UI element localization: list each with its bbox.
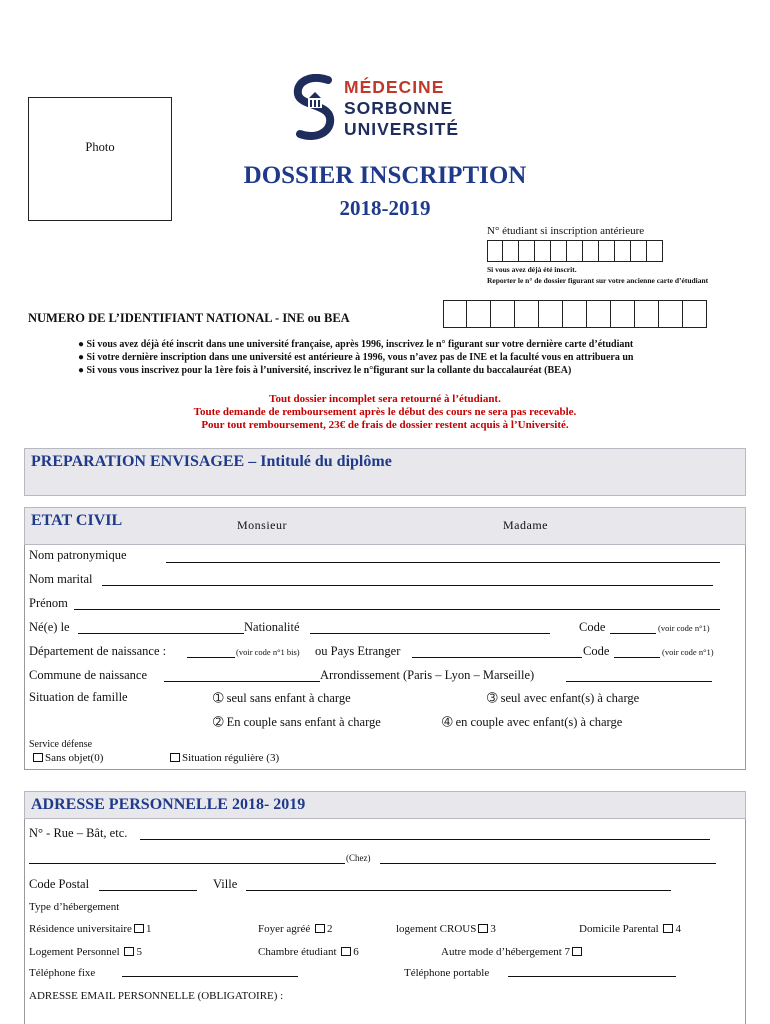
pays-etranger-field[interactable]: [412, 657, 582, 658]
departement-field[interactable]: [187, 657, 235, 658]
ine-bullet: ● Si vous vous inscrivez pour la 1ère fois à l’université, inscrivez le n°figurant sur la collante du baccalauréat (BEA): [78, 365, 572, 376]
photo-label: Photo: [85, 140, 115, 154]
situation-option-1[interactable]: ➀ seul sans enfant à charge: [213, 691, 351, 705]
rue-label: N° - Rue – Bât, etc.: [29, 826, 128, 840]
foyer-agree-checkbox[interactable]: [315, 924, 325, 933]
nationalite-code-field[interactable]: [610, 633, 656, 634]
logement-personnel-checkbox[interactable]: [124, 947, 134, 956]
ine-label: NUMERO DE L’IDENTIFIANT NATIONAL - INE ou BEA: [28, 311, 350, 325]
residence-universitaire-option[interactable]: [29, 923, 151, 935]
sans-objet-option[interactable]: [31, 752, 103, 764]
domicile-parental-option[interactable]: [579, 923, 681, 935]
domicile-parental-number: 4: [675, 923, 681, 935]
logement-personnel-label: Logement Personnel: [29, 946, 120, 958]
monsieur-option[interactable]: Monsieur: [237, 518, 287, 532]
pays-etranger-label: ou Pays Etranger: [315, 644, 401, 658]
domicile-parental-checkbox[interactable]: [663, 924, 673, 933]
ine-bullet: ● Si votre dernière inscription dans une université est antérieure à 1996, vous n’avez pas de INE et la faculté vous en attribuera un: [78, 352, 634, 363]
autre-hebergement-option[interactable]: [441, 946, 584, 958]
logement-crous-checkbox[interactable]: [478, 924, 488, 933]
nationalite-label: Nationalité: [244, 620, 300, 634]
logement-personnel-number: 5: [136, 946, 142, 958]
chambre-etudiant-checkbox[interactable]: [341, 947, 351, 956]
departement-label: Département de naissance :: [29, 644, 167, 658]
medecine-sorbonne-logo: [292, 74, 482, 142]
nom-marital-field[interactable]: [102, 585, 713, 586]
chambre-etudiant-option[interactable]: [258, 946, 359, 958]
ine-boxes[interactable]: [443, 300, 707, 328]
residence-universitaire-checkbox[interactable]: [134, 924, 144, 933]
code-label: Code: [583, 644, 610, 658]
logement-crous-number: 3: [490, 923, 496, 935]
residence-universitaire-number: 1: [145, 923, 152, 935]
foyer-agree-option[interactable]: [258, 923, 332, 935]
arrondissement-field[interactable]: [566, 681, 712, 682]
ville-label: Ville: [213, 877, 238, 891]
telephone-portable-label: Téléphone portable: [404, 967, 490, 979]
voir-code-note: (voir code n°1): [662, 647, 714, 657]
situation-label: Situation de famille: [29, 690, 128, 704]
ine-instructions: [78, 338, 633, 377]
warning-line: Pour tout remboursement, 23€ de frais de dossier restent acquis à l’Université.: [201, 419, 569, 431]
telephone-fixe-field[interactable]: [122, 976, 298, 977]
logement-crous-label: logement CROUS: [396, 923, 477, 935]
section-border-left: [24, 819, 25, 1024]
chambre-etudiant-number: 6: [353, 946, 359, 958]
rue-field[interactable]: [140, 839, 710, 840]
foyer-agree-number: 2: [326, 923, 333, 935]
prenom-field[interactable]: [74, 609, 720, 610]
student-number-note-1: Si vous avez déjà été inscrit.: [487, 265, 577, 274]
section-border-right: [745, 819, 746, 1024]
etat-civil-header: [24, 507, 746, 545]
logement-personnel-option[interactable]: [29, 946, 142, 958]
situation-option-3[interactable]: ➂ seul avec enfant(s) à charge: [487, 691, 640, 705]
nom-patronymique-field[interactable]: [166, 562, 720, 563]
preparation-section[interactable]: [24, 448, 746, 496]
adresse-line-field[interactable]: [29, 863, 345, 864]
situation-option-2[interactable]: ➁ En couple sans enfant à charge: [213, 715, 381, 729]
student-number-note-2: Reporter le n° de dossier figurant sur votre ancienne carte d’étudiant: [487, 276, 709, 285]
reguliere-checkbox[interactable]: [170, 753, 180, 762]
voir-code-note: (voir code n°1): [658, 623, 710, 633]
arrondissement-label: Arrondissement (Paris – Lyon – Marseille): [320, 668, 535, 682]
code-postal-field[interactable]: [99, 890, 197, 891]
sans-objet-checkbox[interactable]: [33, 753, 43, 762]
sans-objet-label: Sans objet(0): [45, 752, 104, 764]
warning-line: Tout dossier incomplet sera retourné à l’étudiant.: [269, 393, 501, 405]
email-label: ADRESSE EMAIL PERSONNELLE (OBLIGATOIRE) :: [29, 990, 284, 1002]
logo-line-1: MÉDECINE: [344, 77, 445, 97]
commune-label: Commune de naissance: [29, 668, 148, 682]
nom-marital-label: Nom marital: [29, 572, 93, 586]
student-number-label: N° étudiant si inscription antérieure: [487, 225, 645, 237]
telephone-portable-field[interactable]: [508, 976, 676, 977]
ville-field[interactable]: [246, 890, 671, 891]
ine-bullet: ● Si vous avez déjà été inscrit dans une université française, après 1996, inscrivez le n° figurant sur votre dernière carte d’étudiant: [78, 339, 634, 350]
prenom-label: Prénom: [29, 596, 68, 610]
service-defense-label: Service défense: [29, 739, 93, 750]
ne-le-label: Né(e) le: [29, 620, 70, 634]
logo-line-2: SORBONNE: [344, 98, 454, 118]
domicile-parental-label: Domicile Parental: [579, 923, 659, 935]
reguliere-option[interactable]: [168, 752, 279, 764]
warning-line: Toute demande de remboursement après le début des cours ne sera pas recevable.: [193, 406, 577, 418]
reguliere-label: Situation régulière (3): [182, 752, 280, 764]
code-label: Code: [579, 620, 606, 634]
adresse-header: [24, 791, 746, 819]
preparation-title: PREPARATION ENVISAGEE – Intitulé du diplôme: [31, 453, 392, 470]
situation-option-4[interactable]: ➃ en couple avec enfant(s) à charge: [442, 715, 623, 729]
adresse-title: ADRESSE PERSONNELLE 2018- 2019: [31, 796, 306, 813]
chambre-etudiant-label: Chambre étudiant: [258, 946, 337, 958]
residence-universitaire-label: Résidence universitaire: [29, 923, 132, 935]
nationalite-field[interactable]: [310, 633, 550, 634]
voir-code-bis-note: (voir code n°1 bis): [236, 647, 300, 657]
page-title: DOSSIER INSCRIPTION: [243, 162, 527, 189]
type-hebergement-label: Type d’hébergement: [29, 901, 120, 913]
telephone-fixe-label: Téléphone fixe: [29, 967, 96, 979]
section-border-left: [24, 545, 25, 770]
nom-patronymique-label: Nom patronymique: [29, 548, 127, 562]
autre-hebergement-checkbox[interactable]: [572, 947, 582, 956]
commune-field[interactable]: [164, 681, 320, 682]
academic-year: 2018-2019: [339, 196, 431, 220]
etat-civil-bottom-border: [24, 769, 746, 770]
student-number-boxes[interactable]: [487, 240, 663, 262]
sorbonne-s-icon: [292, 74, 338, 142]
logement-crous-option[interactable]: [396, 923, 496, 935]
section-border-right: [745, 545, 746, 770]
chez-field[interactable]: [380, 863, 716, 864]
photo-box[interactable]: [28, 97, 172, 221]
ne-le-field[interactable]: [78, 633, 244, 634]
pays-code-field[interactable]: [614, 657, 660, 658]
chez-label: (Chez): [346, 853, 371, 863]
foyer-agree-label: Foyer agréé: [258, 923, 311, 935]
etat-civil-title: ETAT CIVIL: [31, 512, 123, 529]
code-postal-label: Code Postal: [29, 877, 90, 891]
autre-hebergement-label: Autre mode d’hébergement 7: [441, 946, 571, 958]
email-field[interactable]: [334, 1003, 714, 1004]
madame-option[interactable]: Madame: [503, 518, 548, 532]
logo-line-3: UNIVERSITÉ: [344, 119, 460, 139]
